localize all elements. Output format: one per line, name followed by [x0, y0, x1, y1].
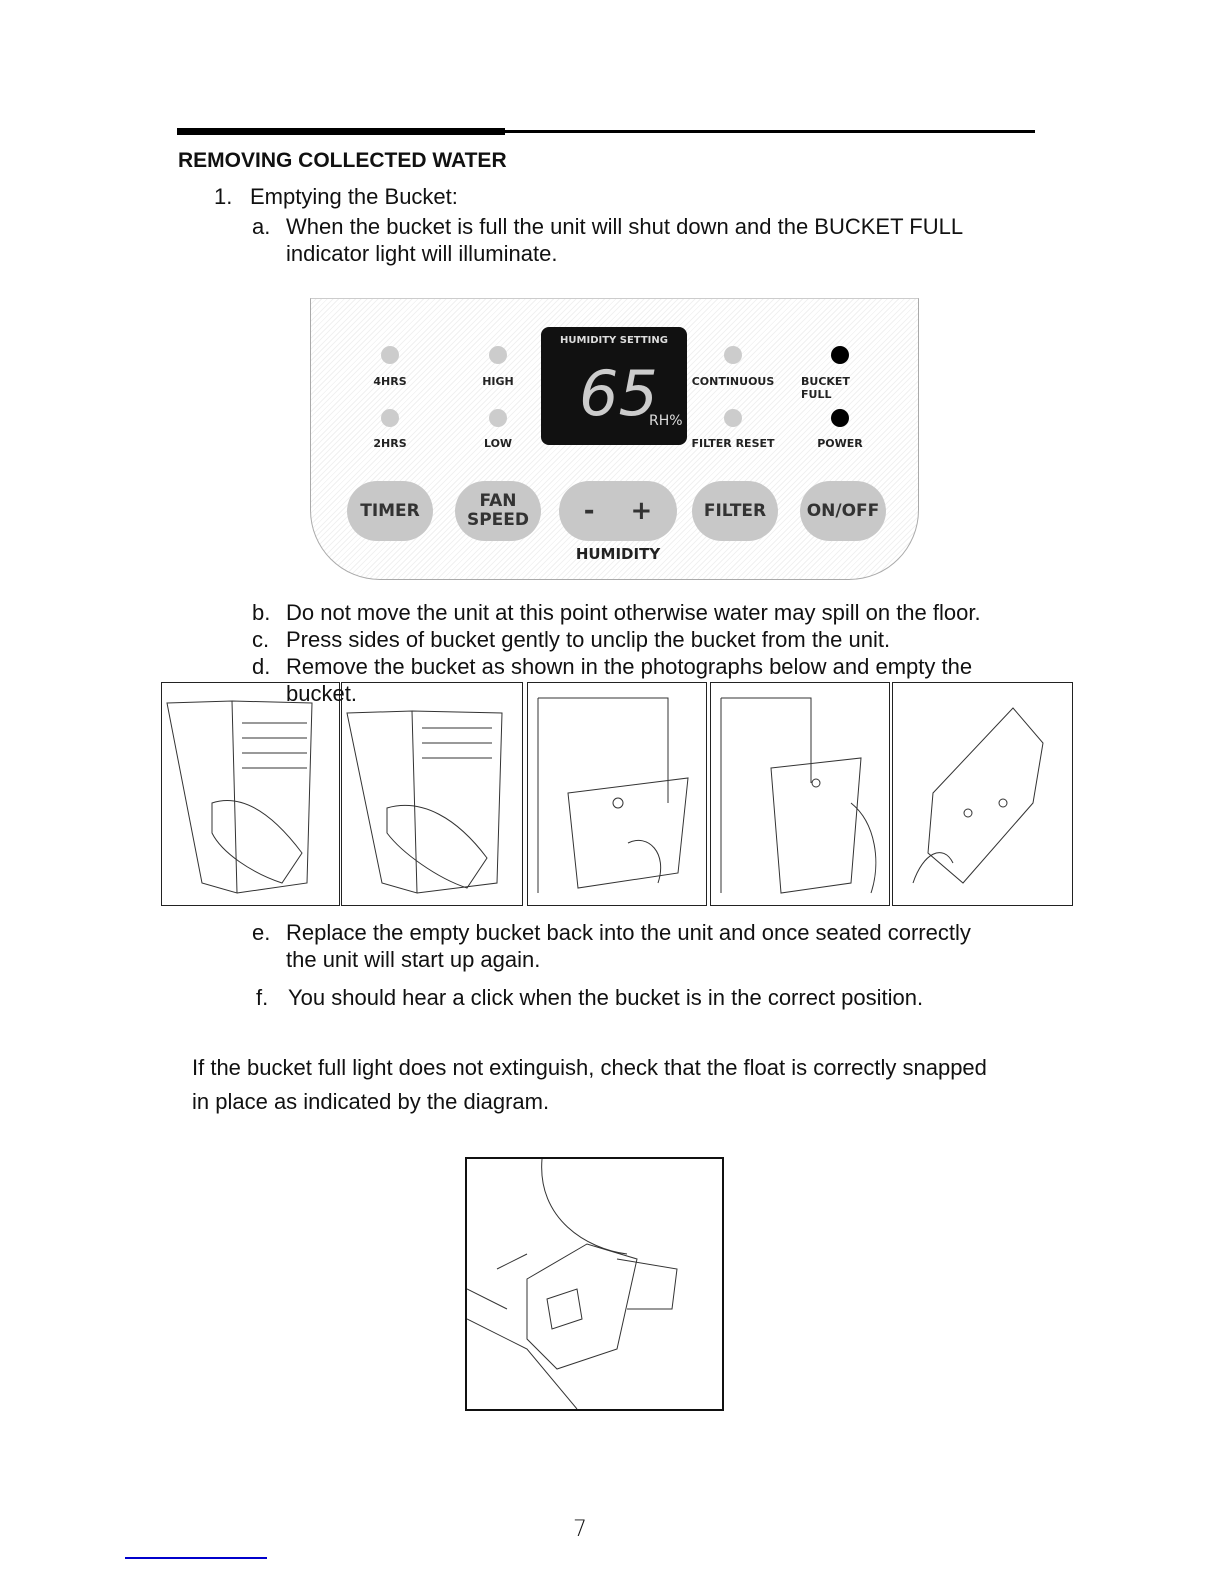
footer-rule: [125, 1557, 267, 1559]
photo-step-4: [710, 682, 890, 906]
step-marker: b.: [252, 600, 271, 625]
step-marker: c.: [252, 627, 270, 652]
lcd-value: 65: [579, 357, 658, 430]
page-number: 7: [573, 1517, 587, 1542]
on-off-button: ON/OFF: [800, 481, 886, 541]
speed-label: SPEED: [466, 510, 530, 530]
humidity-buttons: [559, 481, 677, 541]
photo-step-3: [527, 682, 707, 906]
lcd-unit: RH%: [649, 413, 683, 429]
step-marker: e.: [252, 920, 271, 945]
label-4hrs: 4HRS: [373, 375, 407, 388]
timer-button: TIMER: [347, 481, 433, 541]
humidity-label: HUMIDITY: [575, 545, 661, 563]
step-marker: f.: [256, 985, 269, 1010]
fan-label: FAN: [479, 491, 517, 511]
label-continuous: CONTINUOUS: [691, 375, 775, 388]
photo-step-1: [161, 682, 340, 906]
label-low: LOW: [483, 437, 513, 450]
note-text: in place as indicated by the diagram.: [192, 1089, 550, 1114]
heading-rule: [177, 130, 1035, 133]
step-text: indicator light will illuminate.: [286, 241, 558, 266]
led-power: [831, 409, 849, 427]
led-low: [489, 409, 507, 427]
step-text: You should hear a click when the bucket is in the correct position.: [288, 985, 924, 1010]
led-filter-reset: [724, 409, 742, 427]
fan-speed-button: [455, 481, 541, 541]
step-marker: d.: [252, 654, 271, 679]
control-panel-illustration: [310, 298, 919, 580]
photo-step-5: [892, 682, 1073, 906]
step-text: When the bucket is full the unit will shut down and the BUCKET FULL: [286, 214, 964, 239]
step-number: 1.: [214, 184, 233, 209]
led-high: [489, 346, 507, 364]
step-text: Emptying the Bucket:: [250, 184, 458, 209]
float-diagram: [465, 1157, 724, 1411]
section-title: REMOVING COLLECTED WATER: [178, 149, 507, 172]
label-high: HIGH: [482, 375, 514, 388]
humidity-display: [541, 327, 687, 445]
label-power: POWER: [817, 437, 863, 450]
label-2hrs: 2HRS: [373, 437, 407, 450]
step-text: Replace the empty bucket back into the unit and once seated correctly: [286, 920, 971, 945]
label-filter-reset: FILTER RESET: [691, 437, 775, 450]
note-text: If the bucket full light does not extinguish, check that the float is correctly snapped: [192, 1055, 987, 1080]
step-text: the unit will start up again.: [286, 947, 541, 972]
led-4hrs: [381, 346, 399, 364]
label-bucket-full: BUCKET FULL: [801, 375, 850, 401]
step-marker: a.: [252, 214, 271, 239]
plus-icon: +: [630, 495, 653, 526]
step-text: Remove the bucket as shown in the photographs below and empty the: [286, 654, 973, 679]
led-bucket-full: [831, 346, 849, 364]
minus-icon: -: [583, 495, 595, 526]
step-text: Press sides of bucket gently to unclip the bucket from the unit.: [286, 627, 891, 652]
photo-step-2: [341, 682, 523, 906]
led-continuous: [724, 346, 742, 364]
step-text: bucket.: [286, 681, 357, 706]
filter-button: FILTER: [692, 481, 778, 541]
lcd-title: HUMIDITY SETTING: [560, 335, 668, 346]
step-text: Do not move the unit at this point otherwise water may spill on the floor.: [286, 600, 981, 625]
led-2hrs: [381, 409, 399, 427]
